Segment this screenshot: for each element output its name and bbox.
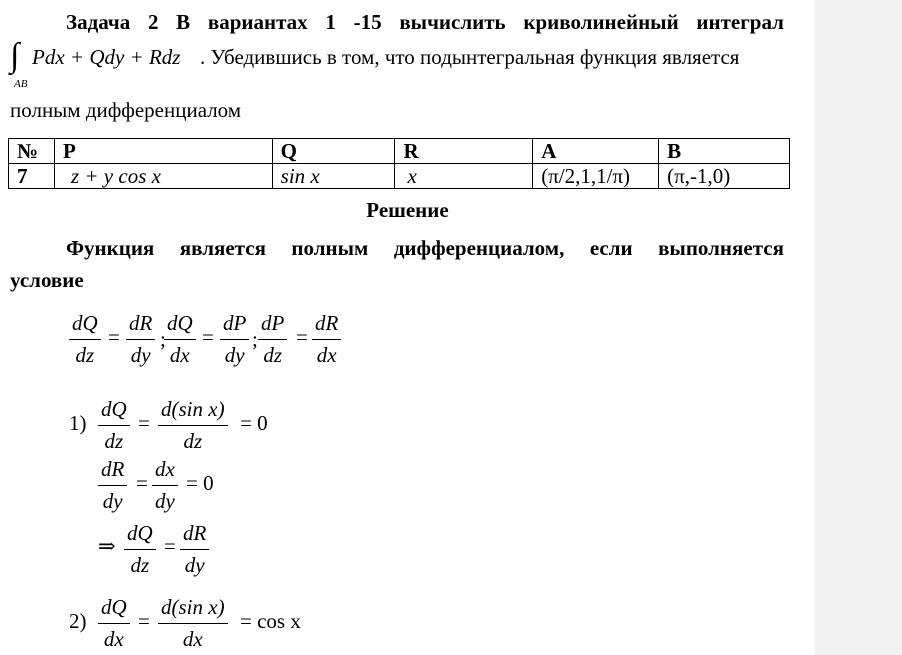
- table-header-row: [9, 139, 790, 164]
- denominator: dy: [184, 553, 205, 577]
- task-text-line: полным дифференциалом: [10, 98, 242, 122]
- denominator: dz: [130, 553, 150, 577]
- table-cell: (π/2,1,1/π): [533, 164, 659, 189]
- numerator: dR: [180, 520, 209, 550]
- integral-subscript: AB: [14, 78, 28, 90]
- fraction: [98, 456, 127, 515]
- table-header-cell: Q: [272, 139, 395, 164]
- denominator: dz: [263, 343, 282, 367]
- equals-sign: =: [296, 325, 308, 349]
- numerator: d(sin x): [158, 396, 228, 426]
- fraction: [69, 310, 101, 369]
- variant-table: [8, 138, 790, 189]
- fraction: [180, 520, 209, 579]
- title-word: 2: [147, 10, 159, 34]
- table-header-cell: A: [533, 139, 659, 164]
- numerator: dR: [126, 310, 155, 340]
- step-label: 1): [69, 411, 87, 435]
- fraction: [126, 310, 155, 369]
- result: = cos x: [240, 609, 301, 633]
- task-title: [66, 10, 784, 35]
- fraction: [158, 396, 228, 455]
- para-word: является: [179, 236, 266, 260]
- title-word: В: [176, 10, 191, 34]
- para-word: Функция: [66, 236, 155, 260]
- result: = 0: [240, 411, 268, 435]
- step-label: 2): [69, 609, 87, 633]
- numerator: dQ: [69, 310, 101, 340]
- result: = 0: [186, 471, 214, 495]
- equals-sign: =: [202, 325, 214, 349]
- para-word: полным: [291, 236, 369, 260]
- fraction: [220, 310, 249, 369]
- table-cell: sin x: [272, 164, 395, 189]
- solution-paragraph: [66, 236, 784, 261]
- equals-sign: =: [136, 471, 148, 495]
- integrand: Pdx + Qdy + Rdz: [32, 45, 181, 69]
- numerator: dx: [152, 456, 178, 486]
- table-row: [9, 164, 790, 189]
- denominator: dx: [182, 627, 203, 651]
- denominator: dx: [169, 343, 190, 367]
- table-header-cell: B: [659, 139, 790, 164]
- implies-arrow: ⇒: [98, 534, 116, 558]
- fraction: [98, 594, 130, 653]
- equals-sign: =: [108, 325, 120, 349]
- denominator: dy: [224, 343, 245, 367]
- numerator: dQ: [98, 594, 130, 624]
- denominator: dx: [103, 627, 124, 651]
- denominator: dx: [316, 343, 337, 367]
- numerator: dR: [98, 456, 127, 486]
- para-word: дифференциалом,: [393, 236, 565, 260]
- denominator: dy: [130, 343, 151, 367]
- denominator: dy: [155, 489, 175, 513]
- denominator: dy: [102, 489, 123, 513]
- equals-sign: =: [138, 411, 150, 435]
- right-sidebar: [815, 0, 902, 655]
- title-word: 1: [325, 10, 336, 34]
- denominator: dz: [104, 429, 124, 453]
- numerator: dP: [258, 310, 287, 340]
- separator: ;: [160, 327, 166, 351]
- title-word: -15: [353, 10, 382, 34]
- fraction: [158, 594, 228, 653]
- solution-paragraph-end: условие: [10, 268, 84, 292]
- numerator: dP: [220, 310, 249, 340]
- title-word: интеграл: [696, 10, 784, 34]
- table-cell: z + y cos x: [54, 164, 272, 189]
- numerator: dQ: [98, 396, 130, 426]
- table-cell: 7: [9, 164, 55, 189]
- table-header-cell: P: [54, 139, 272, 164]
- numerator: d(sin x): [158, 594, 228, 624]
- denominator: dz: [75, 343, 95, 367]
- numerator: dR: [312, 310, 341, 340]
- task-text-line: . Убедившись в том, что подынтегральная функция является: [200, 45, 740, 69]
- fraction: [98, 396, 130, 455]
- equals-sign: =: [164, 534, 176, 558]
- para-word: выполняется: [658, 236, 784, 260]
- table-header-cell: №: [9, 139, 55, 164]
- fraction: [258, 310, 287, 369]
- fraction: [152, 456, 178, 515]
- numerator: dQ: [164, 310, 196, 340]
- fraction: [124, 520, 156, 579]
- equals-sign: =: [138, 609, 150, 633]
- title-word: Задача: [66, 10, 131, 34]
- fraction: [164, 310, 196, 369]
- integral-symbol: ∫: [10, 37, 20, 74]
- denominator: dz: [183, 429, 203, 453]
- table-cell: x: [395, 164, 533, 189]
- para-word: если: [589, 236, 633, 260]
- table-header-cell: R: [395, 139, 533, 164]
- title-word: криволинейный: [523, 10, 679, 34]
- title-word: вариантах: [207, 10, 308, 34]
- table-cell: (π,-1,0): [659, 164, 790, 189]
- title-word: вычислить: [399, 10, 506, 34]
- fraction: [312, 310, 341, 369]
- solution-heading: Решение: [366, 198, 449, 222]
- separator: ;: [252, 327, 258, 351]
- numerator: dQ: [124, 520, 156, 550]
